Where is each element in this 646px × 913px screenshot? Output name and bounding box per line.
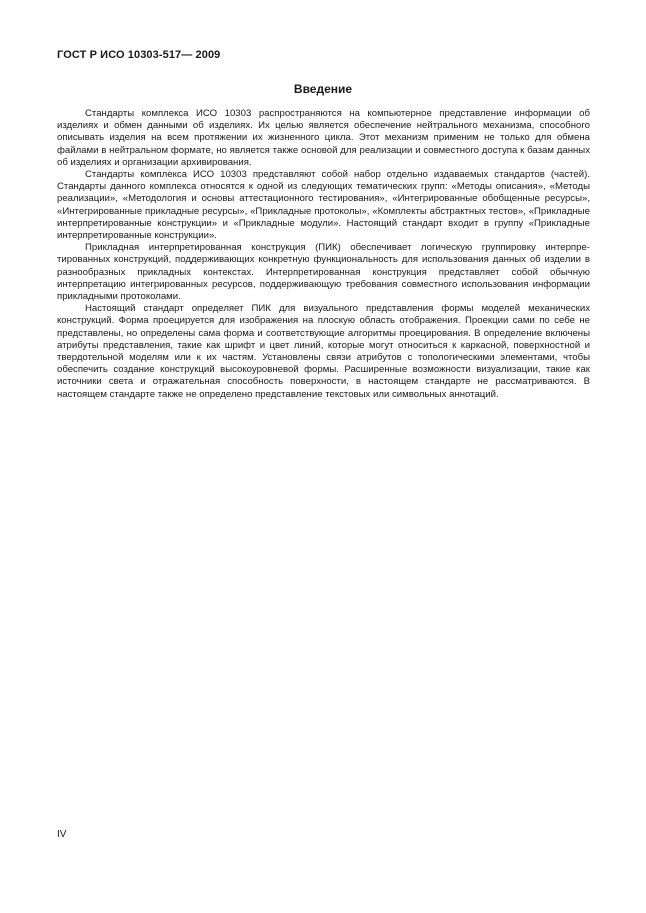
- document-header: ГОСТ Р ИСО 10303-517— 2009: [57, 49, 221, 61]
- paragraph: Стандарты комплекса ИСО 10303 распространяются на компьютерное представление информации об изделиях и обмен данными об изделиях. Их целью является обеспечение нейтрального механизма, способного описывать изделия на всем протяжении их жизненного цикла. Этот механизм применим не только для обмена файлами в нейтральном формате, но является также основой для реализации и совместного доступа к базам данных об изделиях и организации архивирования.: [57, 108, 590, 168]
- paragraph: Настоящий стандарт определяет ПИК для визуального представления формы моделей механических конструкций. Форма проецируется для изображения на плоскую область отображения. Проекции сами по себе не представлены, но определены сама форма и соответствующие алгоритмы проецирования. В определение включены атрибуты представления, такие как шрифт и цвет линий, которые могут относиться к каркасной, поверхностной и твердотельной моделям или к их частям. Установлены связи атрибутов с топологическими элементами, чтобы обеспечить создание конструкций высокоуровневой формы. Расширенные возможности визуализации, такие как источники света и отражательная способность поверхности, в настоящем стандарте не рассматриваются. В настоящем стандарте также не определено представление текстовых или символьных аннотаций.: [57, 303, 590, 400]
- section-title: Введение: [293, 82, 353, 96]
- body-text: [57, 108, 590, 401]
- paragraph: Прикладная интерпретированная конструкция (ПИК) обеспечивает логическую группировку интерпретированных конструкций, поддерживающих конкретную функциональность для использования данных об изделии в разнообразных прикладных контекстах. Интерпретированная конструкция представляет собой обычную интерпретацию интегрированных ресурсов, поддерживающую требования совместного использования информации прикладными протоколами.: [57, 242, 590, 303]
- paragraph: Стандарты комплекса ИСО 10303 представляют собой набор отдельно издаваемых стандартов (частей). Стандарты данного комплекса относятся к одной из следующих тематических групп: «Методы описания», «Методы реализации», «Методология и основы аттестационного тестирования», «Интегрированные обобщенные ресурсы», «Интегрированные прикладные ресурсы», «Прикладные протоколы», «Комплекты абстрактных тестов», «Прикладные интерпретированные конструкции» и «Прикладные модули». Настоящий стандарт входит в группу «Прикладные интерпретированные конструкции».: [57, 169, 590, 242]
- page-number: IV: [57, 829, 67, 840]
